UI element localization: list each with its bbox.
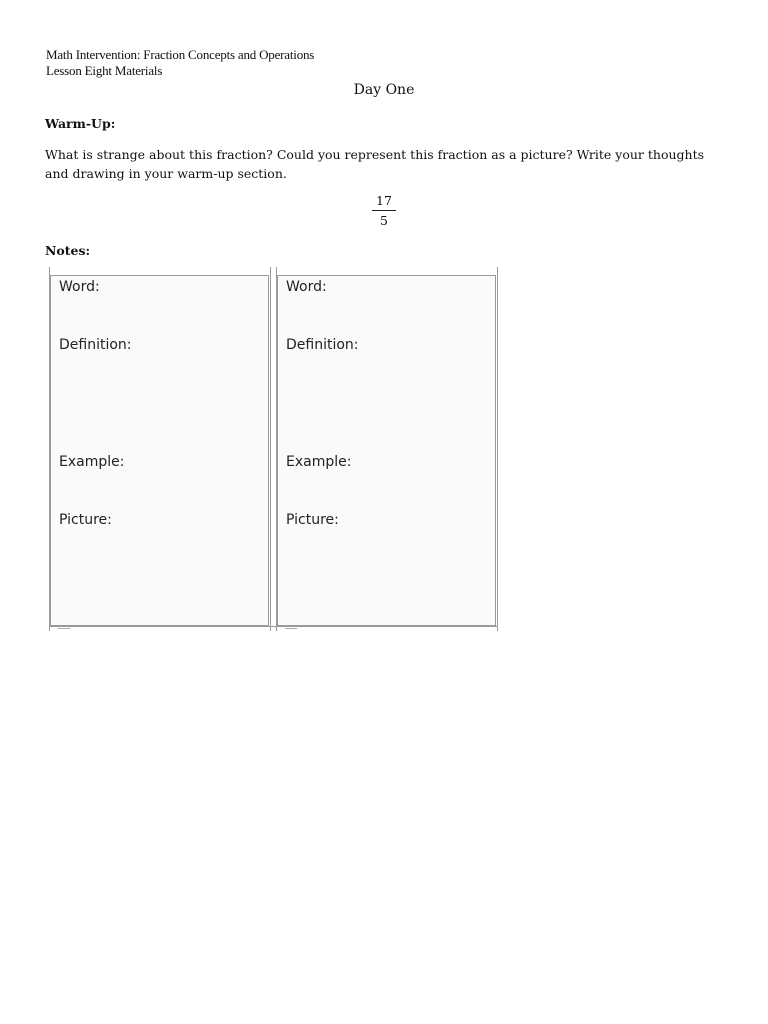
warmup-heading: Warm-Up:	[45, 116, 116, 131]
warmup-prompt	[45, 145, 745, 183]
next-card-row-cutoff	[58, 628, 70, 631]
card-word-label: Word:	[59, 279, 100, 295]
warmup-fraction	[364, 193, 404, 228]
card-definition-label: Definition:	[59, 337, 132, 353]
card-example-label: Example:	[286, 454, 352, 470]
fraction-denominator: 5	[380, 213, 388, 228]
card-word-label: Word:	[286, 279, 327, 295]
course-title: Math Intervention: Fraction Concepts and Operations	[46, 47, 315, 62]
vocabulary-cards-area	[49, 267, 499, 631]
document-header	[46, 47, 314, 79]
card-picture-label: Picture:	[59, 512, 112, 528]
fraction-numerator: 17	[372, 193, 396, 211]
card-example-label: Example:	[59, 454, 125, 470]
warmup-prompt-line-2: and drawing in your warm-up section.	[45, 166, 287, 181]
notes-heading: Notes:	[45, 243, 91, 258]
card-definition-label: Definition:	[286, 337, 359, 353]
card-picture-label: Picture:	[286, 512, 339, 528]
vocab-card-2	[277, 275, 496, 626]
table-bottom-rule	[49, 626, 498, 627]
table-right-edge	[497, 267, 498, 631]
vocab-card-1	[50, 275, 269, 626]
lesson-title: Lesson Eight Materials	[46, 63, 163, 78]
warmup-prompt-line-1: What is strange about this fraction? Could you represent this fraction as a picture? Write your thoughts	[45, 147, 705, 162]
next-card-row-cutoff	[285, 628, 297, 631]
day-title: Day One	[353, 82, 415, 98]
table-divider-left	[270, 267, 271, 631]
